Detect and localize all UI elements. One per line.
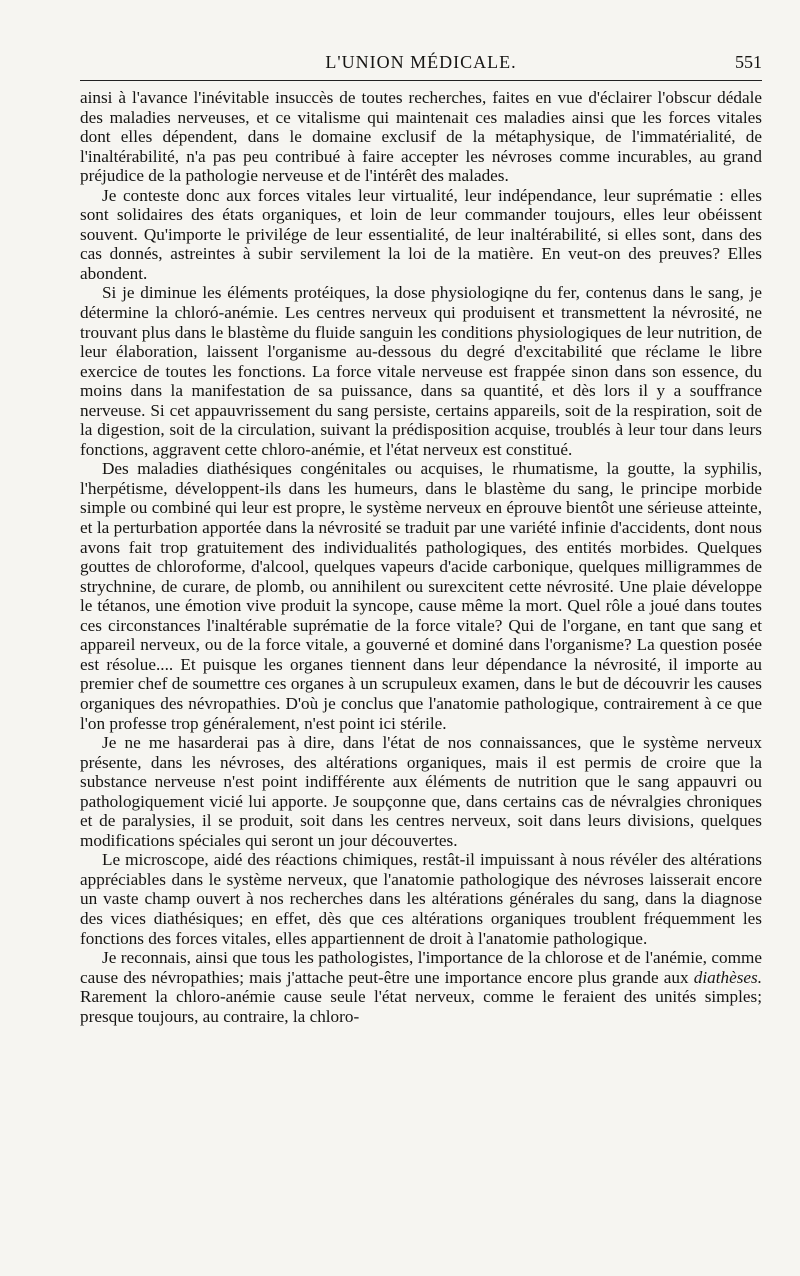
paragraph-text: Rarement la chloro-anémie cause seule l'état nerveux, comme le feraient des unités simples; presque toujours, au contraire, la chloro- — [80, 987, 762, 1026]
running-title: L'UNION MÉDICALE. — [325, 52, 517, 72]
paragraph: Le microscope, aidé des réactions chimiques, restât-il impuissant à nous révéler des altérations appréciables dans le système nerveux, que l'anatomie pathologique des névroses laisserait encore un vaste champ ouvert à nos recherches dans les altérations générales du sang, dans la diagnose des vices diathésiques; en effet, dès que ces altérations organiques troublent fréquemment les fonctions des forces vitales, elles appartiennent de droit à l'anatomie pathologique. — [80, 850, 762, 948]
paragraph: Des maladies diathésiques congénitales ou acquises, le rhumatisme, la goutte, la syphilis, l'herpétisme, développent-ils dans les humeurs, dans le blastème du sang, le principe morbide simple ou combiné qui leur est propre, le système nerveux en éprouve bientôt une sérieuse atteinte, et la perturbation apportée dans la névrosité se traduit par une variété infinie d'accidents, dont nous avons fait trop gratuitement des individualités pathologiques, des entités morbides. Quelques gouttes de chloroforme, d'alcool, quelques vapeurs d'acide carbonique, quelques milligrammes de strychnine, de curare, de plomb, ou annihilent ou surexcitent cette névrosité. Une plaie développe le tétanos, une émotion vive produit la syncope, cause même la mort. Quel rôle a joué dans toutes ces circonstances l'inaltérable suprématie de la force vitale? Qui de l'organe, en tant que sang et appareil nerveux, ou de la force vitale, a gouverné et dominé dans l'organisme? La question posée est résolue.... Et puisque les organes tiennent dans leur dépendance la névrosité, il importe au premier chef de soumettre ces organes à un scrupuleux examen, dans le but de découvrir les causes organiques des névropathies. D'où je conclus que l'anatomie pathologique, contrairement à ce que l'on professe trop généralement, n'est point ici stérile. — [80, 459, 762, 733]
header-rule — [80, 80, 762, 81]
paragraph — [80, 948, 762, 1026]
paragraph: ainsi à l'avance l'inévitable insuccès de toutes recherches, faites en vue d'éclairer l'obscur dédale des maladies nerveuses, et ce vitalisme qui maintenait ces maladies ainsi que les forces vitales dont elles dépendent, dans le domaine exclusif de la métaphysique, de l'immatérialité, de l'inaltérabilité, n'a pas peu contribué à faire accepter les névroses comme incurables, au grand préjudice de la pathologie nerveuse et de l'intérêt des malades. — [80, 88, 762, 186]
paragraph: Je ne me hasarderai pas à dire, dans l'état de nos connaissances, que le système nerveux présente, dans les névroses, des altérations organiques, mais il est permis de croire que la substance nerveuse n'est point indifférente aux éléments de nutrition que le sang appauvri ou pathologiquement vicié lui apporte. Je soupçonne que, dans certains cas de névralgies chroniques et de paralysies, il se produit, soit dans les centres nerveux, soit dans leurs divisions, quelques modifications spéciales qui seront un jour découvertes. — [80, 733, 762, 850]
page-header — [80, 50, 762, 82]
paragraph-text: Je reconnais, ainsi que tous les pathologistes, l'importance de la chlorose et de l'anémie, comme cause des névropathies; mais j'attache peut-être une importance encore plus grande aux — [80, 948, 762, 987]
emphasis-text: diathèses. — [693, 967, 762, 987]
body-text — [80, 88, 762, 1026]
paragraph: Je conteste donc aux forces vitales leur virtualité, leur indépendance, leur suprématie : elles sont solidaires des états organiques, et loin de leur commander toujours, elles leur obéissent souvent. Qu'importe le privilége de leur essentialité, de leur inaltérabilité, si elles sont, dans des cas donnés, astreintes à subir servilement la loi de la matière. En veut-on des preuves? Elles abondent. — [80, 185, 762, 283]
paragraph: Si je diminue les éléments protéiques, la dose physiologiqne du fer, contenus dans le sang, je détermine la chloró-anémie. Les centres nerveux qui produisent et transmettent la névrosité, ne trouvant plus dans le blastème du fluide sanguin les conditions physiologiques de leur nutrition, de leur élaboration, laissent l'organisme au-dessous du degré d'excitabilité que réclame le libre exercice de toutes les fonctions. La force vitale nerveuse est frappée sinon dans son essence, du moins dans la manifestation de sa puissance, dans sa quantité, et dès lors il y a souffrance nerveuse. Si cet appauvrissement du sang persiste, certains appareils, soit de la respiration, soit de la digestion, soit de la circulation, suivant la prédisposition acquise, troublés à leur tour dans leurs fonctions, aggravent cette chloro-anémie, et l'état nerveux est constitué. — [80, 283, 762, 459]
page-number: 551 — [735, 52, 762, 72]
